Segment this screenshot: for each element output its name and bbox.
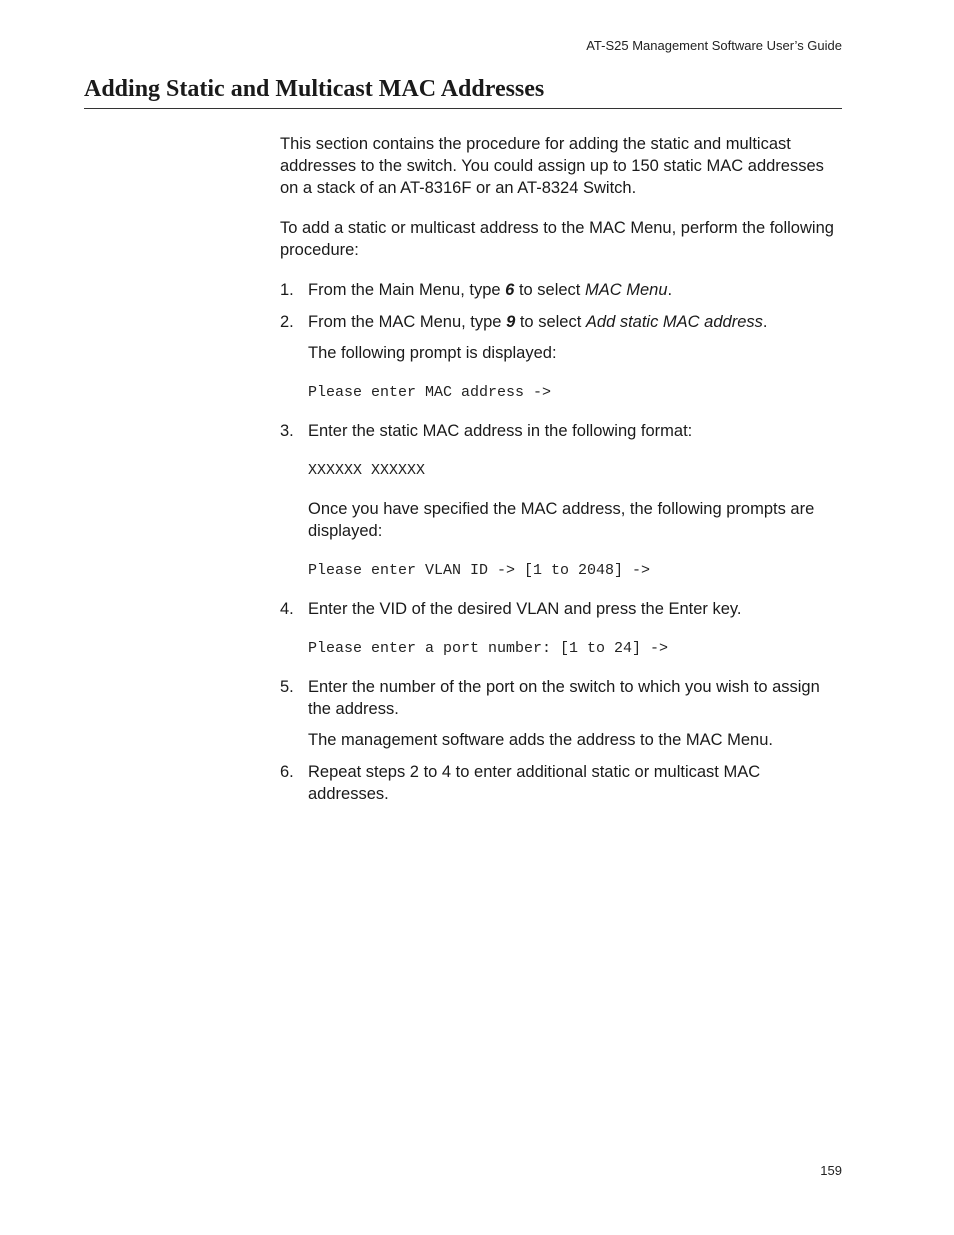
step-number: 4.: [280, 600, 294, 618]
step-5: [280, 676, 835, 720]
section-body: [280, 133, 835, 805]
step-6: [280, 761, 835, 805]
step-number: 3.: [280, 422, 294, 440]
menu-key: 6: [505, 281, 515, 299]
step-number: 5.: [280, 678, 294, 696]
step-text: From the Main Menu, type: [308, 281, 506, 299]
step-text: to select: [514, 281, 585, 299]
port-number-prompt: Please enter a port number: [1 to 24] ->: [308, 640, 669, 657]
step-2-note: The following prompt is displayed:: [308, 344, 557, 362]
menu-key: 9: [506, 313, 516, 331]
step-text: Repeat steps 2 to 4 to enter additional static or multicast MAC addresses.: [308, 763, 761, 803]
section-title: Adding Static and Multicast MAC Addresses: [84, 76, 842, 109]
step-text: .: [667, 281, 673, 299]
step-3: [280, 420, 835, 442]
procedure-intro: To add a static or multicast address to the MAC Menu, perform the following procedure:: [280, 219, 834, 259]
menu-target: MAC Menu: [584, 281, 668, 299]
step-text: to select: [515, 313, 586, 331]
procedure-list: [280, 279, 835, 805]
step-2: [280, 311, 835, 333]
step-text: Enter the static MAC address in the following format:: [308, 422, 693, 440]
intro-paragraph: This section contains the procedure for adding the static and multicast addresses to the switch. You could assign up to 150 static MAC addresses on a stack of an AT-8316F or an AT-8324 Switch.: [280, 135, 824, 197]
step-text: .: [762, 313, 768, 331]
step-text: Enter the VID of the desired VLAN and press the Enter key.: [308, 600, 742, 618]
step-text: Enter the number of the port on the switch to which you wish to assign the address.: [308, 678, 820, 718]
step-4: [280, 598, 835, 620]
step-text: From the MAC Menu, type: [308, 313, 507, 331]
vlan-id-prompt: Please enter VLAN ID -> [1 to 2048] ->: [308, 562, 651, 579]
step-number: 1.: [280, 281, 294, 299]
step-number: 6.: [280, 763, 294, 781]
running-header: AT-S25 Management Software User’s Guide: [586, 38, 842, 53]
mac-address-prompt: Please enter MAC address ->: [308, 384, 552, 401]
menu-target: Add static MAC address: [585, 313, 763, 331]
step-3-note: Once you have specified the MAC address, the following prompts are displayed:: [308, 500, 815, 540]
mac-format-example: XXXXXX XXXXXX: [308, 462, 426, 479]
step-1: [280, 279, 835, 301]
page-number: 159: [820, 1163, 842, 1178]
step-number: 2.: [280, 313, 294, 331]
step-5-note: The management software adds the address to the MAC Menu.: [308, 731, 773, 749]
